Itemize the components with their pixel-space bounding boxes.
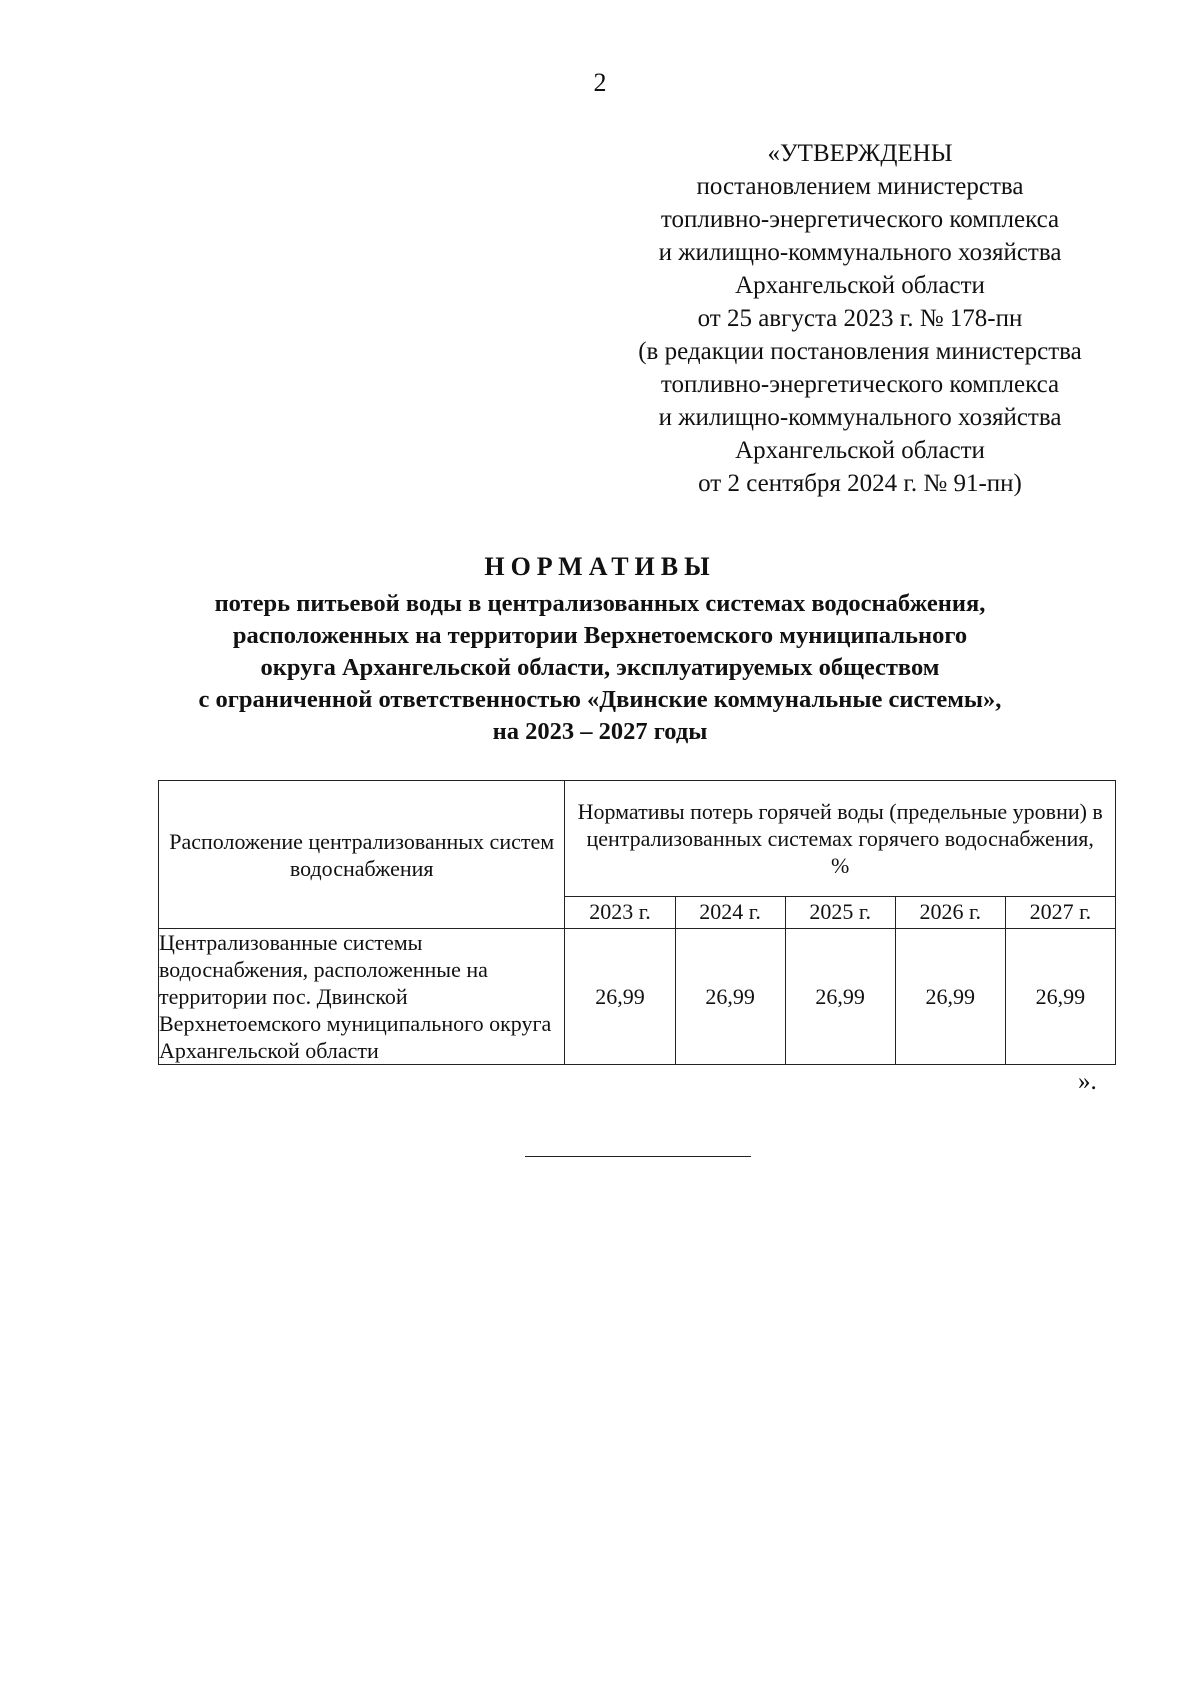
approval-line: (в редакции постановления министерства (638, 338, 1082, 365)
subtitle-line: потерь питьевой воды в централизованных системах водоснабжения, (214, 590, 986, 617)
year-header: 2025 г. (785, 896, 895, 928)
approval-line: от 2 сентября 2024 г. № 91-пн) (698, 470, 1022, 497)
closing-quote: ». (1078, 1068, 1097, 1095)
value-cell: 26,99 (1005, 929, 1115, 1065)
approval-line: Архангельской области (735, 272, 985, 299)
table-header-row (159, 781, 1116, 897)
approval-line: топливно-энергетического комплекса (660, 371, 1060, 398)
value-cell: 26,99 (785, 929, 895, 1065)
value-cell: 26,99 (895, 929, 1005, 1065)
approval-line: Архангельской области (735, 437, 985, 464)
subtitle-line: на 2023 – 2027 годы (492, 718, 708, 745)
value-cell: 26,99 (675, 929, 785, 1065)
year-header: 2026 г. (895, 896, 1005, 928)
approval-stamp-block (560, 137, 1160, 500)
subtitle-line: с ограниченной ответственностью «Двинские коммунальные системы», (198, 686, 1002, 713)
approval-line: и жилищно-коммунального хозяйства (658, 239, 1062, 266)
approval-line: постановлением министерства (696, 173, 1024, 200)
year-header: 2024 г. (675, 896, 785, 928)
subtitle-line: расположенных на территории Верхнетоемского муниципального (232, 622, 968, 649)
approval-line: «УТВЕРЖДЕНЫ (767, 140, 953, 167)
page-number: 2 (593, 68, 607, 97)
year-header: 2023 г. (565, 896, 675, 928)
end-divider-line (525, 1156, 751, 1157)
unit-label: % (831, 852, 850, 878)
location-cell: Централизованные системы водоснабжения, расположенные на территории пос. Двинской Верхнетоемского муниципального округа Архангельской области (159, 929, 565, 1065)
value-cell: 26,99 (565, 929, 675, 1065)
norms-table (158, 780, 1116, 1065)
norms-column-header (565, 781, 1116, 897)
year-header: 2027 г. (1005, 896, 1115, 928)
approval-line: топливно-энергетического комплекса (660, 206, 1060, 233)
approval-line: и жилищно-коммунального хозяйства (658, 404, 1062, 431)
document-title: НОРМАТИВЫ (484, 552, 716, 581)
approval-line: от 25 августа 2023 г. № 178-пн (697, 305, 1023, 332)
subtitle-line: округа Архангельской области, эксплуатируемых обществом (260, 654, 940, 681)
location-column-header: Расположение централизованных систем водоснабжения (159, 781, 565, 929)
table-row (159, 929, 1116, 1065)
norms-header-text: Нормативы потерь горячей воды (предельные уровни) в централизованных системах горячего водоснабжения, (577, 798, 1103, 851)
document-subtitle (0, 588, 1200, 748)
